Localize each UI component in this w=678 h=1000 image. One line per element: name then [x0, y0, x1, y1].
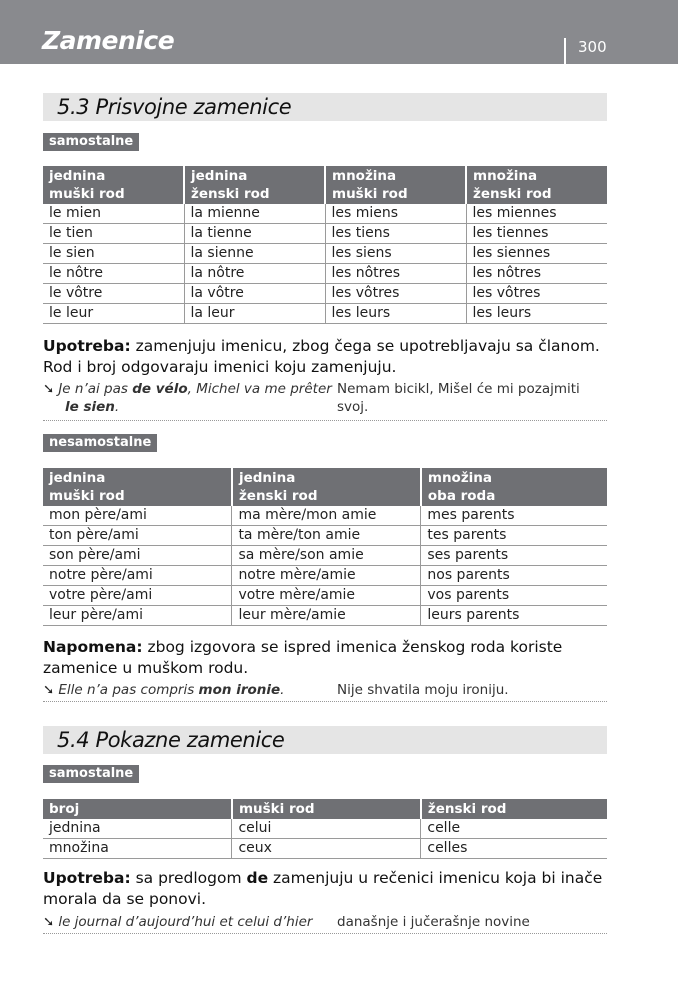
example-row [43, 681, 607, 702]
table-cell: mon père/ami [43, 506, 232, 526]
table-cell: les nôtres [466, 264, 607, 284]
possessive-pronouns-table [43, 166, 607, 324]
table-cell: les vôtres [466, 284, 607, 304]
usage-text: zamenjuju imenicu, zbog čega se upotrebljavaju sa članom. [130, 337, 600, 355]
table-cell: ta mère/ton amie [232, 526, 421, 546]
table-row [43, 819, 607, 839]
table-cell: les miennes [466, 204, 607, 224]
table-cell: la mienne [184, 204, 325, 224]
table-header-row [43, 166, 607, 204]
example-serbian: Nije shvatila moju ironiju. [337, 682, 509, 698]
table-cell: množina [43, 839, 232, 859]
table-cell: celle [421, 819, 607, 839]
table-header-row [43, 799, 607, 819]
example-serbian: današnje i jučerašnje novine [337, 914, 530, 930]
table-cell: celui [232, 819, 421, 839]
table-cell: les tiens [325, 224, 466, 244]
table-row [43, 606, 607, 626]
example-row [43, 913, 607, 934]
table-row [43, 586, 607, 606]
tag-samostalne: samostalne [43, 765, 139, 783]
table-cell: le tien [43, 224, 184, 244]
table-cell: le leur [43, 304, 184, 324]
page-number: 300 [578, 38, 607, 56]
usage-paragraph [43, 868, 613, 910]
table-cell: les leurs [466, 304, 607, 324]
table-row [43, 204, 607, 224]
table-cell: notre mère/amie [232, 566, 421, 586]
demonstrative-pronouns-table [43, 799, 607, 859]
usage-text: sa predlogom [130, 869, 247, 887]
column-header: jednina ženski rod [184, 166, 325, 204]
tag-nesamostalne: nesamostalne [43, 434, 157, 452]
table-cell: les siennes [466, 244, 607, 264]
column-header: jednina muški rod [43, 166, 184, 204]
table-cell: nos parents [421, 566, 607, 586]
column-header: množina oba roda [421, 468, 607, 506]
column-header: jednina muški rod [43, 468, 232, 506]
arrow-down-right-icon: ➘ [43, 682, 55, 698]
table-cell: le nôtre [43, 264, 184, 284]
table-cell: leurs parents [421, 606, 607, 626]
table-cell: mes parents [421, 506, 607, 526]
table-cell: ma mère/mon amie [232, 506, 421, 526]
table-cell: votre père/ami [43, 586, 232, 606]
table-cell: jednina [43, 819, 232, 839]
note-label: Napomena: [43, 638, 143, 656]
table-row [43, 546, 607, 566]
chapter-title: Zamenice [42, 26, 175, 55]
table-cell: ceux [232, 839, 421, 859]
table-cell: leur père/ami [43, 606, 232, 626]
column-header: množina ženski rod [466, 166, 607, 204]
possessive-adjectives-table [43, 468, 607, 626]
table-cell: le mien [43, 204, 184, 224]
column-header: množina muški rod [325, 166, 466, 204]
column-header: broj [43, 799, 232, 819]
usage-text: morala da se ponovi. [43, 890, 207, 908]
table-cell: notre père/ami [43, 566, 232, 586]
table-row [43, 839, 607, 859]
table-cell: ton père/ami [43, 526, 232, 546]
table-cell: celles [421, 839, 607, 859]
usage-text: Rod i broj odgovaraju imenici koju zamenjuju. [43, 358, 397, 376]
table-cell: la leur [184, 304, 325, 324]
table-cell: vos parents [421, 586, 607, 606]
column-header: muški rod [232, 799, 421, 819]
table-row [43, 284, 607, 304]
table-cell: son père/ami [43, 546, 232, 566]
example-serbian: Nemam bicikl, Mišel će mi pozajmiti svoj. [337, 381, 580, 415]
table-header-row [43, 468, 607, 506]
usage-label: Upotreba: [43, 869, 131, 887]
table-cell: la nôtre [184, 264, 325, 284]
example-row [43, 380, 607, 421]
section-heading-5-3 [43, 93, 607, 121]
tag-samostalne: samostalne [43, 133, 139, 151]
example-french: ➘ Elle n’a pas compris mon ironie. [43, 682, 285, 698]
table-row [43, 526, 607, 546]
table-cell: les leurs [325, 304, 466, 324]
table-cell: la vôtre [184, 284, 325, 304]
column-header: ženski rod [421, 799, 607, 819]
usage-text: zamenjuju u rečenici imenicu koja bi inače [268, 869, 603, 887]
note-paragraph [43, 637, 613, 679]
table-row [43, 506, 607, 526]
table-cell: les tiennes [466, 224, 607, 244]
note-text: zbog izgovora se ispred imenica ženskog roda koriste [142, 638, 563, 656]
example-french: ➘ le journal d’aujourd’hui et celui d’hier [43, 914, 313, 930]
arrow-down-right-icon: ➘ [43, 381, 55, 397]
table-cell: sa mère/son amie [232, 546, 421, 566]
section-heading-5-4 [43, 726, 607, 754]
usage-paragraph [43, 336, 613, 378]
table-cell: leur mère/amie [232, 606, 421, 626]
column-header: jednina ženski rod [232, 468, 421, 506]
table-cell: ses parents [421, 546, 607, 566]
table-row [43, 224, 607, 244]
table-row [43, 566, 607, 586]
table-row [43, 244, 607, 264]
table-cell: le sien [43, 244, 184, 264]
table-cell: les nôtres [325, 264, 466, 284]
table-cell: tes parents [421, 526, 607, 546]
example-french: ➘ Je n’ai pas de vélo, Michel va me prêter le sien. [43, 381, 332, 415]
arrow-down-right-icon: ➘ [43, 914, 55, 930]
table-cell: les siens [325, 244, 466, 264]
section-title: 5.3 Prisvojne zamenice [57, 95, 292, 119]
note-text: zamenice u muškom rodu. [43, 659, 249, 677]
table-cell: les miens [325, 204, 466, 224]
table-cell: le vôtre [43, 284, 184, 304]
table-cell: la sienne [184, 244, 325, 264]
table-row [43, 304, 607, 324]
table-cell: la tienne [184, 224, 325, 244]
table-row [43, 264, 607, 284]
table-cell: les vôtres [325, 284, 466, 304]
table-cell: votre mère/amie [232, 586, 421, 606]
page-divider [564, 38, 566, 68]
usage-label: Upotreba: [43, 337, 131, 355]
section-title: 5.4 Pokazne zamenice [57, 728, 285, 752]
usage-bold: de [246, 869, 269, 887]
